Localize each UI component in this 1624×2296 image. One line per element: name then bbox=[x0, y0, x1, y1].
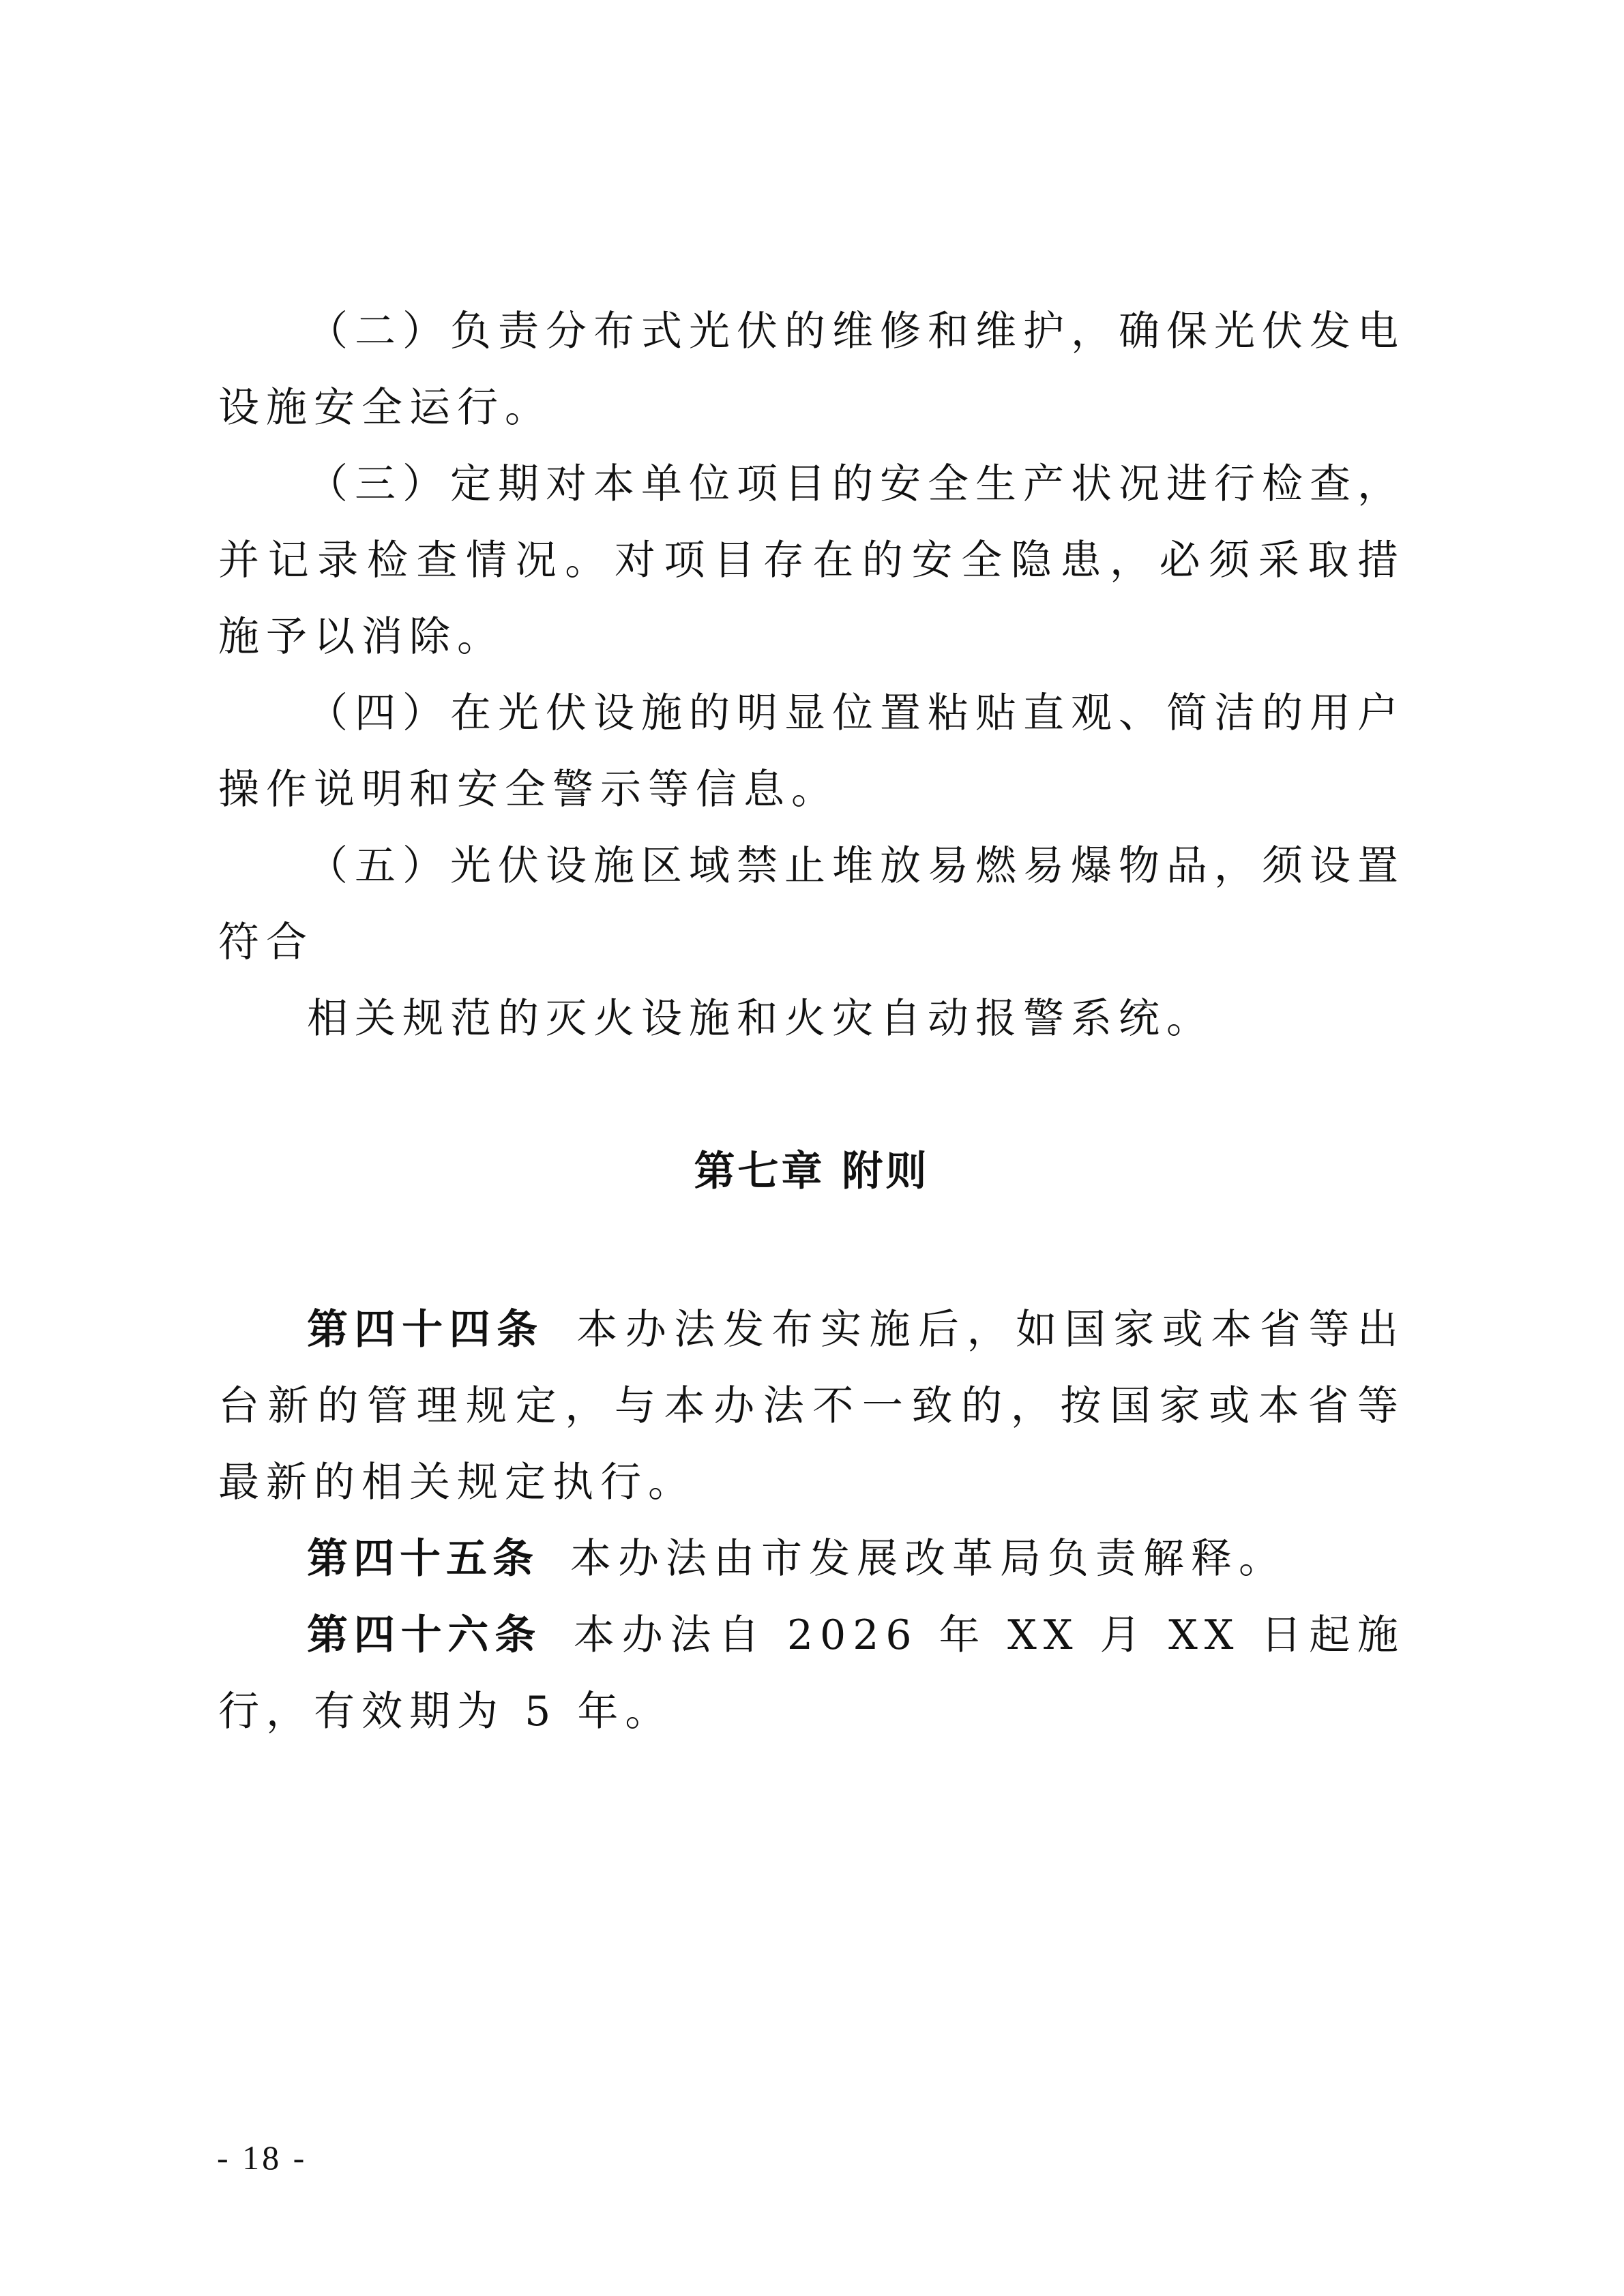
item-2 bbox=[218, 293, 1405, 446]
article-45 bbox=[218, 1521, 1405, 1597]
article-number: 第四十五条 bbox=[307, 1535, 539, 1583]
chapter-title: 第七章 附则 bbox=[694, 1148, 930, 1195]
page-number: - 18 - bbox=[217, 2138, 308, 2177]
item-text: 光伏设施区域禁止堆放易燃易爆物品，须设置符合 bbox=[218, 842, 1405, 966]
document-body bbox=[218, 293, 1405, 1750]
item-label: （四） bbox=[307, 689, 450, 737]
article-44 bbox=[218, 1292, 1405, 1521]
item-5 bbox=[218, 828, 1405, 981]
item-label: （三） bbox=[307, 460, 450, 508]
item-text: 在光伏设施的明显位置粘贴直观、简洁的用户操作说明和安全警示等信息。 bbox=[218, 689, 1405, 814]
article-text: 本办法发布实施后，如国家或本省等出台新的管理规定，与本办法不一致的，按国家或本省等最新的相关规定执行。 bbox=[218, 1306, 1406, 1506]
item-label: （五） bbox=[307, 842, 450, 890]
article-text: 本办法由市发展改革局负责解释。 bbox=[570, 1535, 1286, 1583]
article-text: 本办法自 2026 年 XX 月 XX 日起施行，有效期为 5 年。 bbox=[218, 1611, 1405, 1735]
item-4 bbox=[218, 675, 1405, 828]
item-label: （二） bbox=[307, 308, 450, 355]
article-number: 第四十六条 bbox=[307, 1611, 542, 1659]
item-3 bbox=[218, 446, 1405, 675]
item-text: 负责分布式光伏的维修和维护，确保光伏发电设施安全运行。 bbox=[218, 308, 1405, 432]
item-5-continuation: 相关规范的灭火设施和火灾自动报警系统。 bbox=[307, 995, 1214, 1043]
article-46 bbox=[218, 1597, 1405, 1750]
article-number: 第四十四条 bbox=[307, 1306, 544, 1354]
item-text: 定期对本单位项目的安全生产状况进行检查，并记录检查情况。对项目存在的安全隐患，必须采取措施予以消除。 bbox=[218, 460, 1405, 661]
